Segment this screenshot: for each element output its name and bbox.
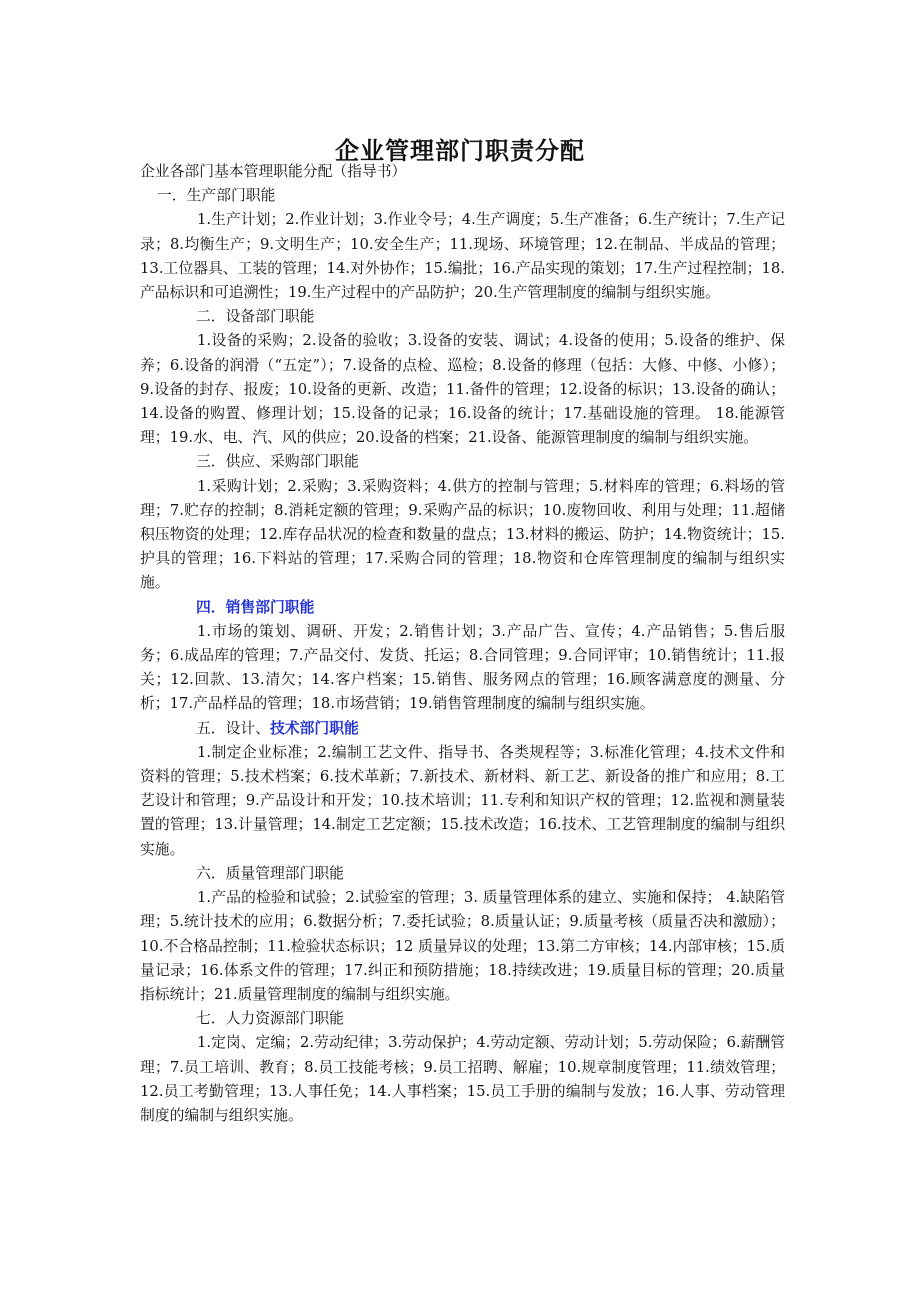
section-heading-equipment: 二．设备部门职能 bbox=[196, 308, 315, 326]
document-content bbox=[140, 160, 785, 1128]
section-heading-sales: 四．销售部门职能 bbox=[196, 598, 315, 616]
section-heading-production: 一．生产部门职能 bbox=[157, 187, 276, 205]
section-body-quality: 1.产品的检验和试验；2.试验室的管理；3. 质量管理体系的建立、实施和保持； 4.缺陷管理；5.统计技术的应用；6.数据分析；7.委托试验；8.质量认证；9.质量考核（质量否决和激励）；10.不合格品控制；11.检验状态标识；12 质量异议的处理；13.第二方审核；14.内部审核；15.质量记录；16.体系文件的管理；17.纠正和预防措施；18.持续改进；19.质量目标的管理；20.质量指标统计；21.质量管理制度的编制与组织实施。 bbox=[140, 889, 785, 1003]
section-heading-technical-highlight: 技术部门职能 bbox=[270, 719, 359, 737]
document-title: 企业管理部门职责分配 bbox=[335, 136, 585, 166]
section-body-procurement: 1.采购计划；2.采购；3.采购资料；4.供方的控制与管理；5.材料库的管理；6.料场的管理；7.贮存的控制；8.消耗定额的管理；9.采购产品的标识；10.废物回收、利用与处理；11.超储积压物资的处理；12.库存品状况的检查和数量的盘点；13.材料的搬运、防护；14.物资统计；15.护具的管理；16.下料站的管理；17.采购合同的管理；18.物资和仓库管理制度的编制与组织实施。 bbox=[140, 477, 785, 592]
section-body-sales: 1.市场的策划、调研、开发；2.销售计划；3.产品广告、宣传；4.产品销售；5.售后服务；6.成品库的管理；7.产品交付、发货、托运；8.合同管理；9.合同评审；10.销售统计；11.报关；12.回款、13.清欠；14.客户档案；15.销售、服务网点的管理；16.顾客满意度的测量、分析；17.产品样品的管理；18.市场营销；19.销售管理制度的编制与组织实施。 bbox=[140, 622, 785, 713]
section-heading-procurement: 三．供应、采购部门职能 bbox=[196, 453, 359, 471]
section-heading-technical bbox=[140, 717, 785, 741]
section-heading-quality: 六．质量管理部门职能 bbox=[196, 864, 344, 882]
section-body-equipment: 1.设备的采购；2.设备的验收；3.设备的安装、调试；4.设备的使用；5.设备的维护、保养；6.设备的润滑（“五定”）；7.设备的点检、巡检；8.设备的修理（包括：大修、中修、小修）；9.设备的封存、报废；10.设备的更新、改造；11.备件的管理；12.设备的标识；13.设备的确认；14.设备的购置、修理计划；15.设备的记录；16.设备的统计；17.基础设施的管理。 18.能源管理；19.水、电、汽、风的供应；20.设备的档案；21.设备、能源管理制度的编制与组织实施。 bbox=[140, 332, 785, 447]
section-body-production: 1.生产计划；2.作业计划；3.作业令号；4.生产调度；5.生产准备；6.生产统计；7.生产记录；8.均衡生产；9.文明生产；10.安全生产；11.现场、环境管理；12.在制品、半成品的管理；13.工位器具、工装的管理；14.对外协作；15.编批；16.产品实现的策划；17.生产过程控制；18.产品标识和可追溯性；19.生产过程中的产品防护；20.生产管理制度的编制与组织实施。 bbox=[140, 211, 785, 302]
document-subtitle: 企业各部门基本管理职能分配（指导书） bbox=[140, 163, 407, 180]
section-heading-technical-plain: 五．设计、 bbox=[196, 719, 270, 737]
section-body-technical: 1.制定企业标准；2.编制工艺文件、指导书、各类规程等；3.标准化管理；4.技术文件和资料的管理；5.技术档案；6.技术革新；7.新技术、新材料、新工艺、新设备的推广和应用；8.工艺设计和管理；9.产品设计和开发；10.技术培训；11.专利和知识产权的管理；12.监视和测量装置的管理；13.计量管理；14.制定工艺定额；15.技术改造；16.技术、工艺管理制度的编制与组织实施。 bbox=[140, 743, 785, 858]
section-heading-hr: 七．人力资源部门职能 bbox=[196, 1010, 344, 1028]
section-body-hr: 1.定岗、定编；2.劳动纪律；3.劳动保护；4.劳动定额、劳动计划；5.劳动保险；6.薪酬管理；7.员工培训、教育；8.员工技能考核；9.员工招聘、解雇；10.规章制度管理；11.绩效管理；12.员工考勤管理；13.人事任免；14.人事档案；15.员工手册的编制与发放；16.人事、劳动管理制度的编制与组织实施。 bbox=[140, 1034, 785, 1124]
